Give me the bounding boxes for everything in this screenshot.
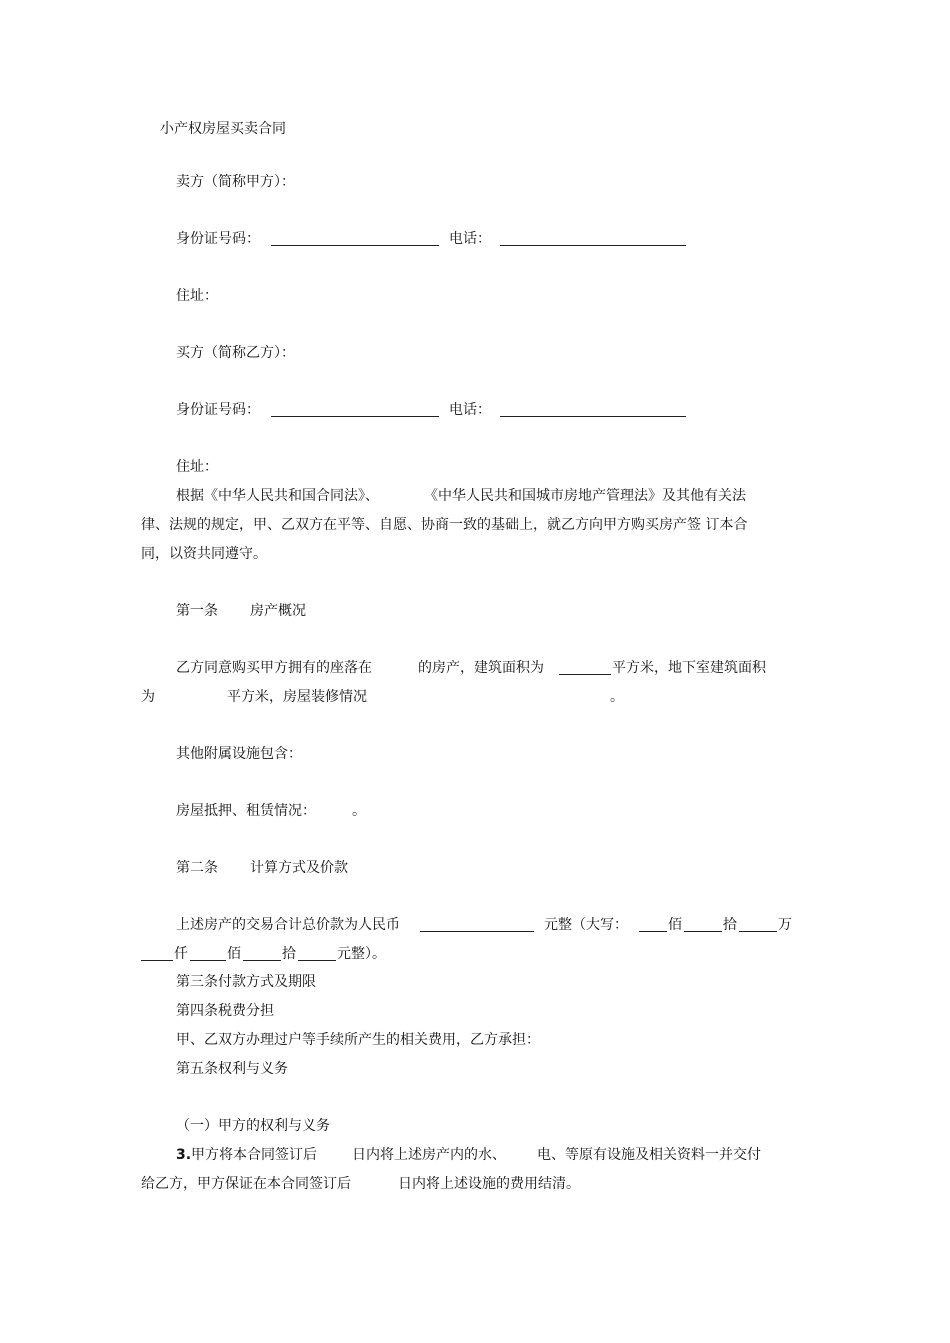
preamble-line1-b: 《中华人民共和国城市房地产管理法》及其他有关法 bbox=[424, 488, 746, 504]
price2-bai: 佰 bbox=[227, 946, 241, 962]
price2-qian: 仟 bbox=[174, 946, 188, 962]
document-title: 小产权房屋买卖合同 bbox=[160, 121, 286, 137]
price-shi: 拾 bbox=[723, 917, 737, 933]
price-b: 元整（大写： bbox=[544, 917, 628, 933]
seller-phone-blank bbox=[500, 231, 686, 246]
area-blank bbox=[559, 660, 611, 675]
item-3-c: 电、等原有设施及相关资料一并交付 bbox=[537, 1147, 761, 1163]
article-4-text: 甲、乙双方办理过户等手续所产生的相关费用，乙方承担： bbox=[176, 1032, 540, 1048]
price2-shi-blank bbox=[243, 946, 281, 961]
buyer-phone-label: 电话： bbox=[449, 402, 491, 418]
article-2-title: 计算方式及价款 bbox=[250, 860, 348, 876]
item-3-line2-a: 给乙方，甲方保证在本合同签订后 bbox=[141, 1176, 351, 1192]
price2-end-blank bbox=[298, 946, 336, 961]
seller-address-label: 住址： bbox=[176, 288, 218, 304]
article-1-number: 第一条 bbox=[176, 603, 218, 619]
art1-p2-c: 。 bbox=[610, 689, 624, 705]
price-blank bbox=[420, 917, 534, 932]
art1-p1-b: 的房产，建筑面积为 bbox=[418, 660, 544, 676]
price2-bai-blank bbox=[190, 946, 226, 961]
mortgage-a: 房屋抵押、租赁情况： bbox=[176, 803, 316, 819]
preamble-line2: 律、法规的规定，甲、乙双方在平等、自愿、协商一致的基础上，就乙方向甲方购买房产签 订本合 bbox=[141, 517, 748, 533]
item-3-number: 3. bbox=[176, 1147, 192, 1163]
price-a: 上述房产的交易合计总价款为人民币 bbox=[176, 917, 400, 933]
art1-p1-c: 平方米，地下室建筑面积 bbox=[612, 660, 766, 676]
art1-p2-a: 为 bbox=[141, 689, 155, 705]
item-3-b: 日内将上述房产内的水、 bbox=[352, 1147, 506, 1163]
buyer-phone-blank bbox=[500, 402, 686, 417]
price-shi-blank bbox=[684, 917, 722, 932]
seller-id-blank bbox=[271, 231, 439, 246]
article-4: 第四条税费分担 bbox=[176, 1003, 274, 1019]
buyer-id-blank bbox=[271, 402, 439, 417]
price-bai: 佰 bbox=[668, 917, 682, 933]
price-wan: 万 bbox=[778, 917, 792, 933]
mortgage-b: 。 bbox=[352, 803, 366, 819]
item-3-a: 甲方将本合同签订后 bbox=[191, 1147, 317, 1163]
art1-p1-a: 乙方同意购买甲方拥有的座落在 bbox=[176, 660, 372, 676]
buyer-id-label: 身份证号码： bbox=[176, 402, 260, 418]
preamble-line3: 同，以资共同遵守。 bbox=[141, 546, 267, 562]
article-1-title: 房产概况 bbox=[250, 603, 306, 619]
section-1-heading: （一）甲方的权利与义务 bbox=[176, 1118, 330, 1134]
seller-id-label: 身份证号码： bbox=[176, 231, 260, 247]
seller-phone-label: 电话： bbox=[449, 231, 491, 247]
price2-qian-blank bbox=[141, 946, 173, 961]
seller-id-row bbox=[176, 229, 260, 249]
seller-label: 卖方（简称甲方）： bbox=[176, 174, 295, 190]
buyer-label: 买方（简称乙方）： bbox=[176, 345, 295, 361]
price-bai-blank bbox=[639, 917, 667, 932]
article-5: 第五条权利与义务 bbox=[176, 1061, 288, 1077]
price2-shi: 拾 bbox=[282, 946, 296, 962]
price-wan-blank bbox=[739, 917, 777, 932]
art1-p2-b: 平方米，房屋装修情况 bbox=[227, 689, 367, 705]
article-2-number: 第二条 bbox=[176, 860, 218, 876]
article-3: 第三条付款方式及期限 bbox=[176, 974, 316, 990]
buyer-address-label: 住址： bbox=[176, 459, 218, 475]
price2-end: 元整）。 bbox=[337, 946, 386, 962]
facilities: 其他附属设施包含： bbox=[176, 746, 302, 762]
preamble-line1-a: 根据《中华人民共和国合同法》、 bbox=[176, 488, 379, 504]
item-3-line2-b: 日内将上述设施的费用结清。 bbox=[398, 1176, 580, 1192]
